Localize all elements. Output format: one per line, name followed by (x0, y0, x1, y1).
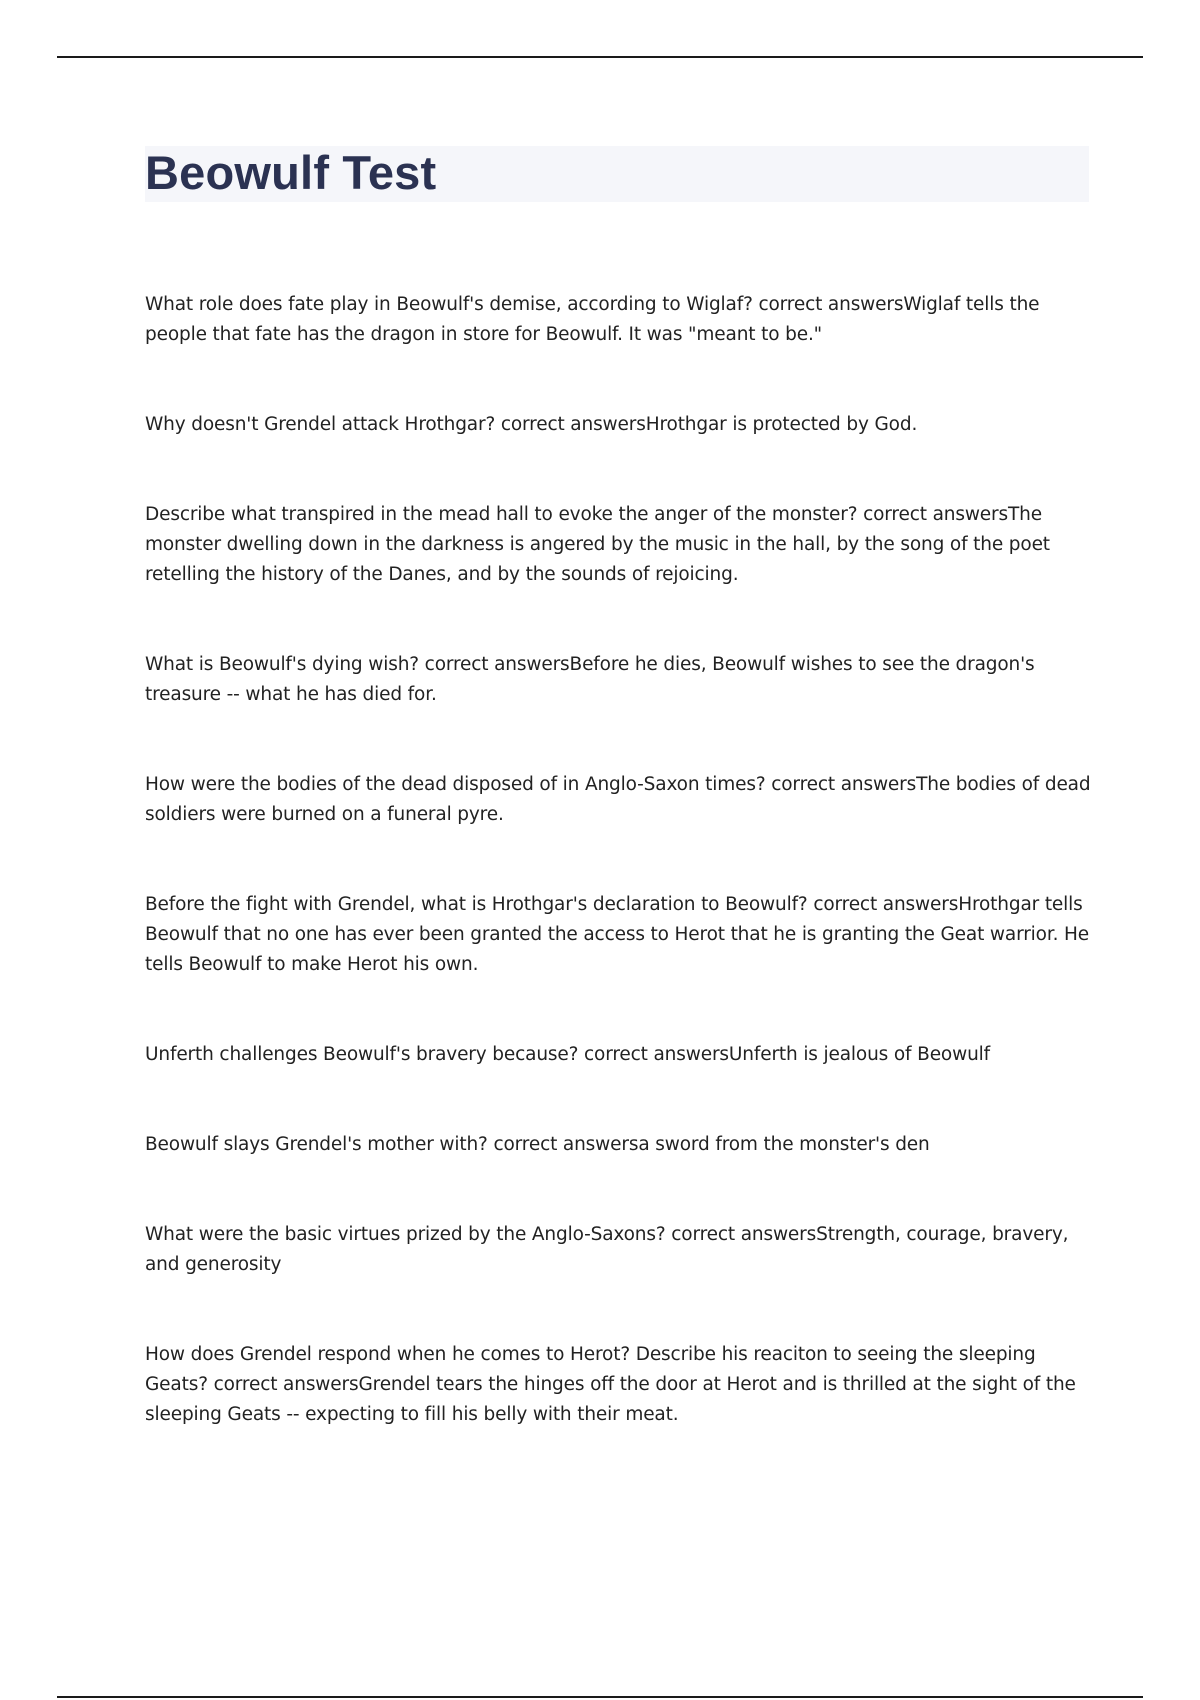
page-title: Beowulf Test (145, 146, 437, 199)
qa-item: Unferth challenges Beowulf's bravery because? correct answersUnferth is jealous of Beowulf (145, 1044, 990, 1065)
qa-item: What role does fate play in Beowulf's demise, according to Wiglaf? correct answersWiglaf tells the people that fate has the dragon in store for Beowulf. It was "meant to be." (145, 294, 1040, 345)
qa-item: What were the basic virtues prized by the Anglo-Saxons? correct answersStrength, courage, bravery, and generosity (145, 1224, 1069, 1275)
qa-item: What is Beowulf's dying wish? correct answersBefore he dies, Beowulf wishes to see the dragon's treasure -- what he has died for. (145, 654, 1035, 705)
qa-item: Beowulf slays Grendel's mother with? correct answersa sword from the monster's den (145, 1134, 930, 1155)
qa-item: How were the bodies of the dead disposed of in Anglo-Saxon times? correct answersThe bodies of dead soldiers were burned on a funeral pyre. (145, 774, 1091, 825)
top-rule (57, 56, 1143, 58)
qa-list (145, 290, 1095, 1490)
qa-item: Before the fight with Grendel, what is Hrothgar's declaration to Beowulf? correct answersHrothgar tells Beowulf that no one has ever been granted the access to Herot that he is granting the Geat warrior. He tells Beowulf to make Herot his own. (145, 894, 1090, 975)
qa-item: Describe what transpired in the mead hall to evoke the anger of the monster? correct answersThe monster dwelling down in the darkness is angered by the music in the hall, by the song of the poet retelling the history of the Danes, and by the sounds of rejoicing. (145, 504, 1050, 585)
bottom-rule (57, 1696, 1143, 1698)
qa-item: Why doesn't Grendel attack Hrothgar? correct answersHrothgar is protected by God. (145, 414, 918, 435)
qa-item: How does Grendel respond when he comes to Herot? Describe his reaciton to seeing the sleeping Geats? correct answersGrendel tears the hinges off the door at Herot and is thrilled at the sight of the sleeping Geats -- expecting to fill his belly with their meat. (145, 1344, 1076, 1425)
